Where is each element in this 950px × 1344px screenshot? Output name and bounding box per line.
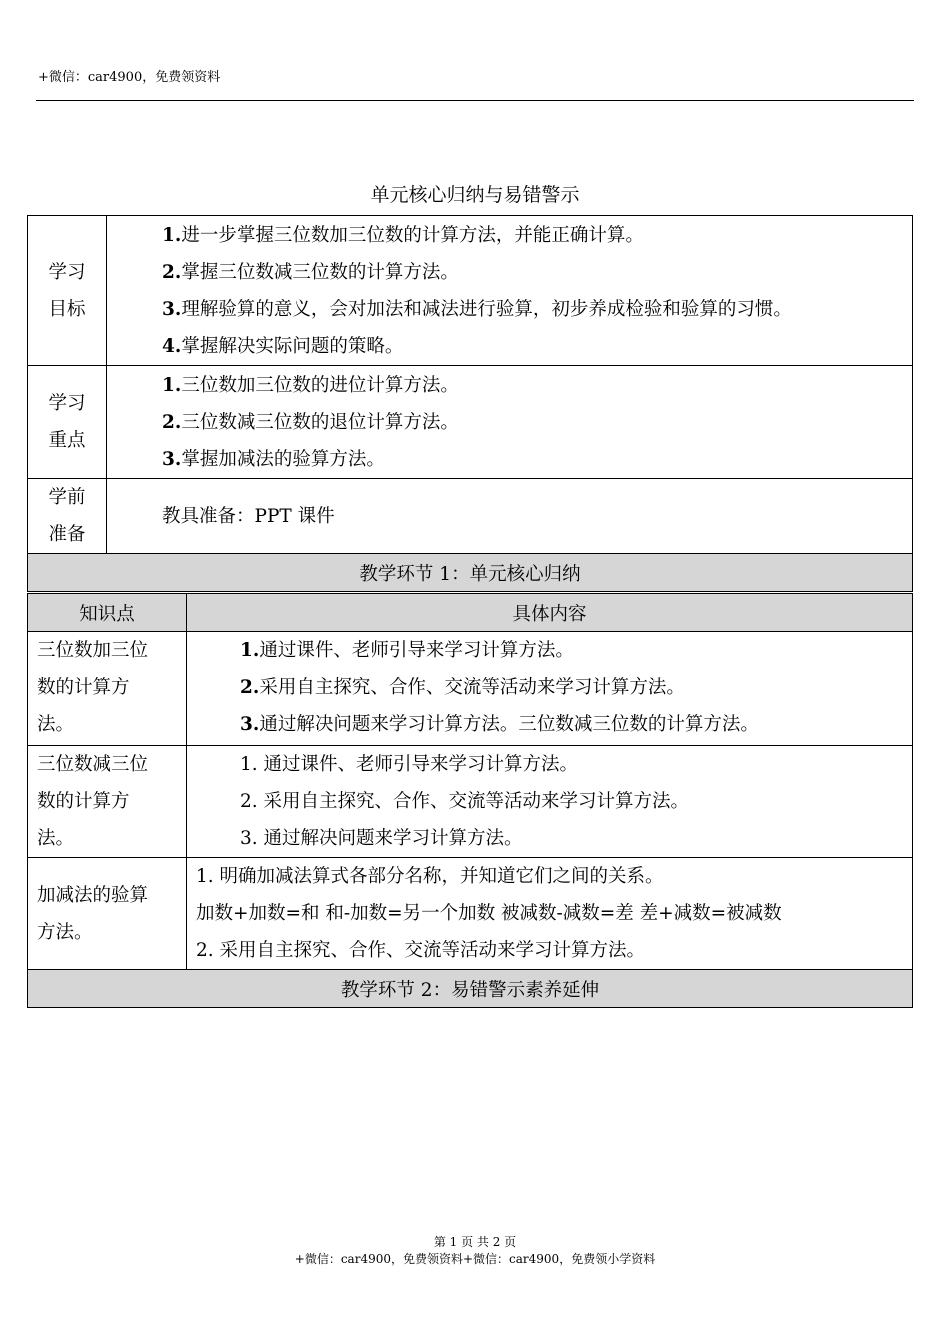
table-row [28,858,913,970]
list-item: 3.通过解决问题来学习计算方法。三位数减三位数的计算方法。 [240,714,759,735]
list-item: 3. 通过解决问题来学习计算方法。 [240,828,523,849]
content-cell [187,858,913,970]
objectives-row [28,216,913,366]
header-note: +微信：car4900，免费领资料 [38,70,221,85]
header-rule [36,100,914,101]
objective-item: 1.进一步掌握三位数加三位数的计算方法，并能正确计算。 [162,224,644,246]
list-item: 1. 通过课件、老师引导来学习计算方法。 [240,754,579,775]
list-item: 2. 采用自主探究、合作、交流等活动来学习计算方法。 [196,940,646,961]
list-item: 加数+加数=和 和-加数=另一个加数 被减数-减数=差 差+减数=被减数 [196,903,782,924]
prep-content: 教具准备：PPT 课件 [107,479,913,554]
objective-item: 4.掌握解决实际问题的策略。 [162,335,404,357]
footer-note: +微信：car4900，免费领资料+微信：car4900，免费领小学资料 [294,1252,656,1266]
lesson-info-table [27,215,913,592]
topic-cell: 三位数加三位 数的计算方 法。 [28,632,187,746]
topic-cell: 三位数减三位 数的计算方 法。 [28,746,187,858]
page-number: 第 1 页 共 2 页 [433,1235,517,1249]
objectives-content [107,216,913,366]
section2-title: 教学环节 2：易错警示素养延伸 [28,970,913,1008]
keypoint-item: 2.三位数减三位数的退位计算方法。 [162,411,459,433]
list-item: 1. 明确加减法算式各部分名称，并知道它们之间的关系。 [196,866,664,887]
topic-cell: 加减法的验算 方法。 [28,858,187,970]
content-cell [187,746,913,858]
objective-item: 3.理解验算的意义，会对加法和减法进行验算，初步养成检验和验算的习惯。 [162,298,792,320]
core-summary-table [27,593,913,1008]
content-cell [187,632,913,746]
list-item: 2.采用自主探究、合作、交流等活动来学习计算方法。 [240,677,685,698]
keypoint-item: 1.三位数加三位数的进位计算方法。 [162,374,459,396]
keypoints-label: 学习 重点 [28,366,107,479]
keypoints-row [28,366,913,479]
objective-item: 2.掌握三位数减三位数的计算方法。 [162,261,459,283]
section2-title-row [28,970,913,1008]
table-row [28,632,913,746]
objectives-label: 学习 目标 [28,216,107,366]
list-item: 1.通过课件、老师引导来学习计算方法。 [240,640,574,661]
keypoints-content [107,366,913,479]
page-title: 单元核心归纳与易错警示 [370,184,580,206]
col-header-knowledge: 知识点 [28,594,187,632]
list-item: 2. 采用自主探究、合作、交流等活动来学习计算方法。 [240,791,690,812]
keypoint-item: 3.掌握加减法的验算方法。 [162,448,385,470]
table-row [28,746,913,858]
prep-row [28,479,913,554]
col-header-content: 具体内容 [187,594,913,632]
prep-label: 学前 准备 [28,479,107,554]
section1-title: 教学环节 1：单元核心归纳 [28,554,913,592]
column-header-row [28,594,913,632]
section1-title-row [28,554,913,592]
